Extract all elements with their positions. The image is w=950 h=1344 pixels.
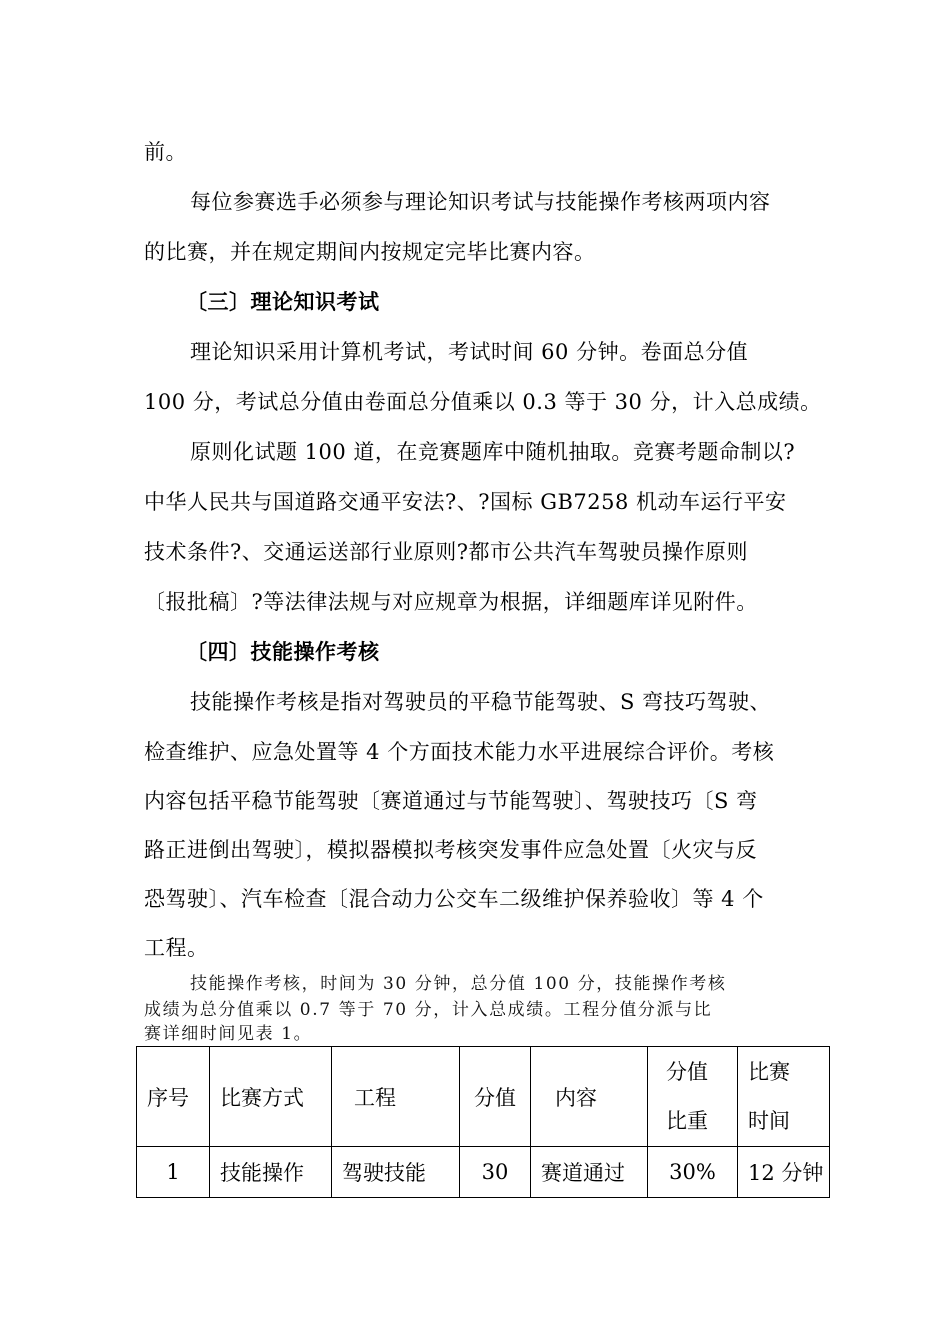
- table-cell: 1: [137, 1147, 210, 1198]
- paragraph-line: 每位参赛选手必须参与理论知识考试与技能操作考核两项内容: [190, 190, 771, 214]
- header-cell: 内容: [531, 1047, 648, 1147]
- header-cell: [738, 1047, 830, 1147]
- header-line: 分值: [666, 1059, 708, 1084]
- paragraph-line: 的比赛，并在规定期间内按规定完毕比赛内容。: [144, 240, 596, 264]
- header-cell: 分值: [460, 1047, 531, 1147]
- small-paragraph-line: 技能操作考核，时间为 30 分钟，总分值 100 分，技能操作考核: [190, 974, 727, 994]
- paragraph-line: 100 分，考试总分值由卷面总分值乘以 0.3 等于 30 分，计入总成绩。: [144, 390, 822, 414]
- header-cell: [648, 1047, 738, 1147]
- paragraph-line: 内容包括平稳节能驾驶〔赛道通过与节能驾驶〕、驾驶技巧〔S 弯: [144, 789, 758, 813]
- paragraph-line: 技能操作考核是指对驾驶员的平稳节能驾驶、S 弯技巧驾驶、: [190, 690, 772, 714]
- table-cell: 12 分钟: [738, 1147, 830, 1198]
- table-cell: 30: [460, 1147, 531, 1198]
- paragraph-line: 技术条件?、交通运送部行业原则?都市公共汽车驾驶员操作原则: [144, 540, 749, 564]
- table-cell: 驾驶技能: [332, 1147, 460, 1198]
- header-line: 时间: [748, 1108, 790, 1133]
- header-line: 比赛: [748, 1059, 790, 1084]
- paragraph-line: 工程。: [144, 936, 209, 960]
- paragraph-line: 前。: [144, 140, 187, 164]
- paragraph-line: 原则化试题 100 道，在竞赛题库中随机抽取。竞赛考题命制以?: [190, 440, 796, 464]
- paragraph-line: 理论知识采用计算机考试，考试时间 60 分钟。卷面总分值: [190, 340, 749, 364]
- score-table: [136, 1046, 830, 1198]
- table-row: [137, 1147, 830, 1198]
- small-paragraph-line: 赛详细时间见表 1。: [144, 1024, 313, 1044]
- section-heading: 〔三〕理论知识考试: [186, 289, 380, 314]
- table-cell: 技能操作: [210, 1147, 332, 1198]
- small-paragraph-line: 成绩为总分值乘以 0.7 等于 70 分，计入总成绩。工程分值分派与比: [144, 1000, 713, 1020]
- paragraph-line: 〔报批稿〕?等法律法规与对应规章为根据，详细题库详见附件。: [144, 590, 758, 614]
- header-cell: 比赛方式: [210, 1047, 332, 1147]
- table-cell: 30%: [648, 1147, 738, 1198]
- section-heading: 〔四〕技能操作考核: [186, 639, 380, 664]
- paragraph-line: 中华人民共与国道路交通平安法?、?国标 GB7258 机动车运行平安: [144, 490, 787, 514]
- paragraph-line: 恐驾驶〕、汽车检查〔混合动力公交车二级维护保养验收〕等 4 个: [144, 887, 764, 911]
- header-cell: 序号: [137, 1047, 210, 1147]
- table-header-row: [137, 1047, 830, 1147]
- paragraph-line: 检查维护、应急处置等 4 个方面技术能力水平进展综合评价。考核: [144, 740, 775, 764]
- header-cell: 工程: [332, 1047, 460, 1147]
- paragraph-line: 路正进倒出驾驶〕，模拟器模拟考核突发事件应急处置〔火灾与反: [144, 838, 757, 862]
- table-cell: 赛道通过: [531, 1147, 648, 1198]
- header-line: 比重: [666, 1108, 708, 1133]
